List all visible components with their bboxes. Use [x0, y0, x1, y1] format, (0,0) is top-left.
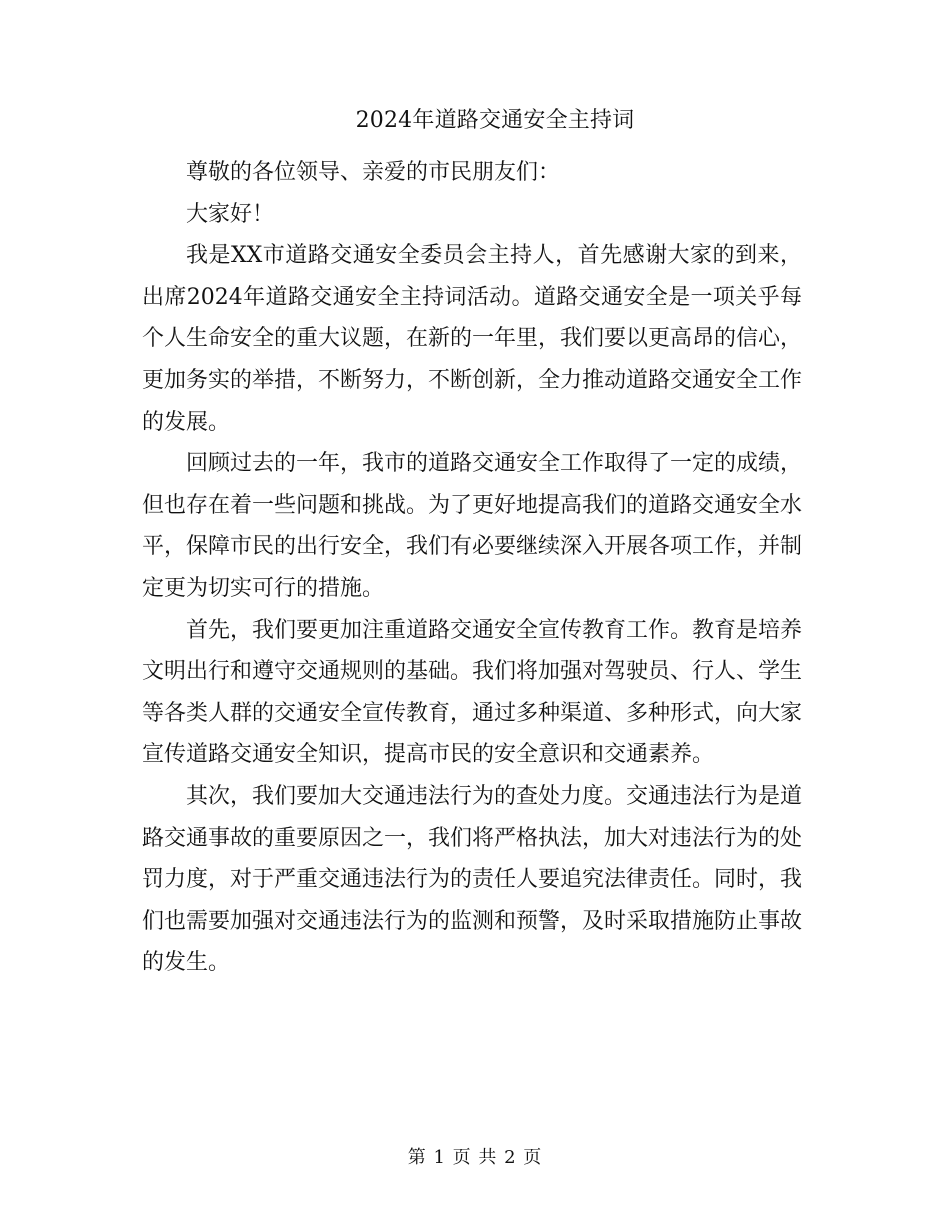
- paragraph-enforcement: 其次，我们要加大交通违法行为的查处力度。交通违法行为是道路交通事故的重要原因之一，我们将严格执法，加大对违法行为的处罚力度，对于严重交通违法行为的责任人要追究法律责任。同时，我们也需要加强对交通违法行为的监测和预警，及时采取措施防止事故的发生。: [142, 783, 803, 976]
- document-title: 2024年道路交通安全主持词: [355, 108, 635, 133]
- paragraph-education: 首先，我们要更加注重道路交通安全宣传教育工作。教育是培养文明出行和遵守交通规则的基础。我们将加强对驾驶员、行人、学生等各类人群的交通安全宣传教育，通过多种渠道、多种形式，向大家宣传道路交通安全知识，提高市民的安全意识和交通素养。: [142, 617, 803, 768]
- paragraph-greeting: 大家好！: [186, 201, 275, 227]
- paragraph-review: 回顾过去的一年，我市的道路交通安全工作取得了一定的成绩，但也存在着一些问题和挑战。为了更好地提高我们的道路交通安全水平，保障市民的出行安全，我们有必要继续深入开展各项工作，并制定更为切实可行的措施。: [142, 451, 803, 601]
- paragraph-introduction: 我是XX市道路交通安全委员会主持人，首先感谢大家的到来，出席2024年道路交通安全主持词活动。道路交通安全是一项关乎每个人生命安全的重大议题，在新的一年里，我们要以更高昂的信心，更加务实的举措，不断努力，不断创新，全力推动道路交通安全工作的发展。: [142, 243, 803, 435]
- paragraph-salutation: 尊敬的各位领导、亲爱的市民朋友们：: [186, 160, 561, 185]
- page-number-footer: 第 1 页 共 2 页: [407, 1147, 543, 1168]
- document-body: [142, 152, 802, 984]
